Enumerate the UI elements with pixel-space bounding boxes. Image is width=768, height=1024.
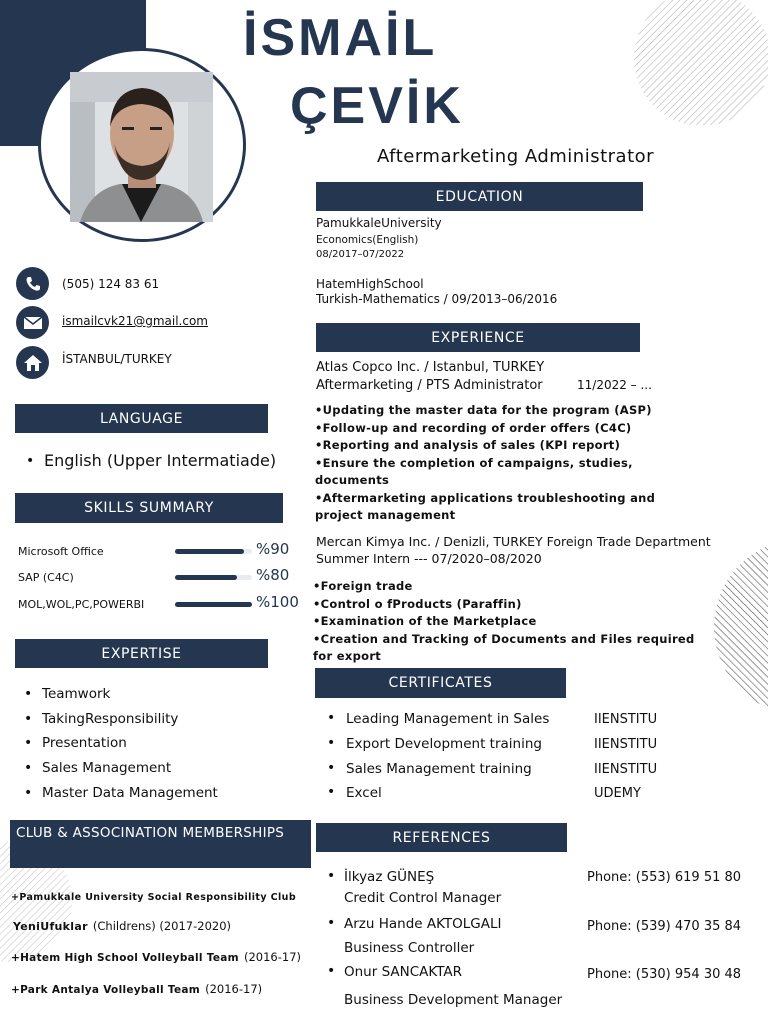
- skill-row: [18, 593, 318, 613]
- reference-name: İlkyaz GÜNEŞ: [344, 869, 435, 885]
- club-name: +Park Antalya Volleyball Team: [11, 984, 201, 996]
- certificate-name: Leading Management in Sales: [346, 711, 550, 727]
- bullet-icon: •: [327, 760, 336, 776]
- certificates-title: CERTIFICATES: [388, 675, 493, 691]
- list-item: • Teamwork: [16, 682, 218, 707]
- reference-phone: Phone: (530) 954 30 48: [587, 967, 742, 982]
- skill-name: Microsoft Office: [18, 545, 104, 558]
- skill-bar-fill: [175, 575, 237, 580]
- language-header: [15, 404, 268, 433]
- club-item: [11, 885, 296, 907]
- job-company: Mercan Kimya Inc. / Denizli, TURKEY Foreign Trade Department: [316, 534, 711, 549]
- list-item: • English (Upper Intermatiade): [18, 451, 276, 471]
- reference-item: [320, 963, 760, 1008]
- last-name: ÇEVİK: [290, 77, 464, 135]
- language-title: LANGUAGE: [99, 410, 184, 427]
- duty-line: •Examination of the Marketplace: [313, 614, 537, 628]
- references-title: REFERENCES: [392, 829, 491, 846]
- email-icon: [16, 306, 49, 339]
- duty-line: documents: [315, 473, 390, 487]
- skill-bar-fill: [175, 602, 252, 607]
- skill-percent: %80: [256, 566, 290, 584]
- skill-row: [18, 566, 318, 586]
- reference-role: Business Controller: [344, 940, 475, 956]
- reference-role: Business Development Manager: [344, 992, 563, 1008]
- education-school: HatemHighSchool: [316, 277, 424, 291]
- bullet-icon: •: [327, 784, 336, 800]
- skill-bar: [175, 602, 252, 607]
- expertise-header: [15, 639, 268, 668]
- certificates-list: [320, 710, 720, 810]
- education-program: Economics(English): [316, 234, 419, 246]
- reference-name: Arzu Hande AKTOLGALI: [344, 916, 502, 932]
- hatched-circle-top: [630, 0, 768, 125]
- list-item: • Presentation: [16, 731, 218, 756]
- job-duties: [313, 578, 695, 666]
- club-years: (2016-17): [243, 950, 302, 964]
- club-item: [13, 915, 231, 936]
- club-years: (Childrens) (2017-2020): [92, 919, 232, 933]
- skill-bar: [175, 549, 252, 554]
- bullet-icon: •: [327, 963, 336, 979]
- certificates-header: [315, 668, 566, 698]
- job-company: Atlas Copco Inc. / Istanbul, TURKEY: [316, 360, 545, 375]
- club-item: [11, 946, 301, 968]
- reference-item: [320, 915, 760, 960]
- job-duties: [315, 402, 655, 525]
- list-item: • Sales Management: [16, 756, 218, 781]
- club-name: YeniUfuklar: [13, 920, 88, 933]
- duty-line: project management: [315, 508, 456, 522]
- duty-line: •Control o fProducts (Paraffin): [313, 596, 522, 611]
- skill-name: MOL,WOL,PC,POWERBI: [18, 598, 145, 611]
- duty-line: •Creation and Tracking of Documents and Files required: [313, 631, 695, 646]
- bullet-icon: •: [327, 868, 336, 884]
- certificate-row: [320, 760, 720, 780]
- skill-bar: [175, 575, 252, 580]
- home-icon: [16, 346, 49, 379]
- club-years: (2016-17): [205, 982, 263, 996]
- references-header: [316, 823, 567, 852]
- profile-photo: [70, 72, 213, 222]
- phone-icon: [16, 267, 49, 300]
- skills-title: SKILLS SUMMARY: [84, 500, 214, 516]
- certificate-row: [320, 784, 720, 804]
- reference-phone: Phone: (553) 619 51 80: [587, 870, 742, 885]
- duty-line: •Ensure the completion of campaigns, studies,: [315, 455, 633, 470]
- certificate-issuer: IIENSTITU: [594, 762, 658, 777]
- first-name: İSMAİL: [243, 9, 438, 67]
- reference-item: [320, 868, 760, 913]
- certificate-row: [320, 710, 720, 730]
- skill-percent: %100: [256, 593, 299, 611]
- certificate-issuer: IIENSTITU: [594, 737, 658, 752]
- certificate-name: Excel: [346, 785, 382, 801]
- duty-line: for export: [313, 649, 382, 663]
- email-link[interactable]: ismailcvk21@gmail.com: [62, 314, 208, 328]
- certificate-issuer: UDEMY: [594, 786, 641, 801]
- education-dates: 08/2017–07/2022: [316, 249, 405, 260]
- bullet-icon: •: [327, 710, 336, 726]
- phone-number: (505) 124 83 61: [62, 277, 160, 291]
- certificate-issuer: IIENSTITU: [594, 712, 658, 727]
- skill-name: SAP (C4C): [18, 571, 74, 584]
- certificate-row: [320, 735, 720, 755]
- language-list: [18, 451, 276, 471]
- references-list: [320, 868, 760, 1018]
- clubs-header: [10, 820, 311, 868]
- education-school: PamukkaleUniversity: [316, 216, 442, 230]
- skill-row: [18, 540, 318, 560]
- club-name: +Hatem High School Volleyball Team: [11, 952, 239, 964]
- experience-title: EXPERIENCE: [431, 329, 525, 346]
- duty-line: •Follow-up and recording of order offers (C4C): [315, 420, 632, 435]
- duty-line: •Reporting and analysis of sales (KPI report): [315, 438, 621, 452]
- certificate-name: Sales Management training: [346, 761, 532, 777]
- job-role: Summer Intern --- 07/2020–08/2020: [316, 551, 542, 566]
- job-title: Aftermarketing Administrator: [377, 146, 655, 167]
- location: İSTANBUL/TURKEY: [62, 352, 172, 366]
- job-dates: 11/2022 – ...: [577, 378, 652, 392]
- certificate-name: Export Development training: [346, 736, 542, 752]
- duty-line: •Updating the master data for the program (ASP): [315, 403, 652, 417]
- reference-role: Credit Control Manager: [344, 890, 502, 906]
- education-program: Turkish-Mathematics / 09/2013–06/2016: [316, 292, 558, 306]
- skill-percent: %90: [256, 540, 290, 558]
- job-role: Aftermarketing / PTS Administrator: [316, 378, 543, 393]
- expertise-list: [16, 682, 218, 806]
- experience-header: [316, 323, 640, 352]
- duty-line: •Aftermarketing applications troubleshooting and: [315, 490, 656, 505]
- reference-name: Onur SANCAKTAR: [344, 964, 463, 980]
- reference-phone: Phone: (539) 470 35 84: [587, 919, 742, 934]
- club-item: [11, 978, 262, 1000]
- hatched-circle-right: [710, 535, 768, 720]
- education-title: EDUCATION: [435, 188, 524, 205]
- education-header: [316, 182, 643, 211]
- club-name: +Pamukkale University Social Responsibility Club: [11, 892, 297, 903]
- bullet-icon: •: [327, 735, 336, 751]
- duty-line: •Foreign trade: [313, 579, 413, 593]
- list-item: • TakingResponsibility: [16, 707, 218, 732]
- list-item: • Master Data Management: [16, 781, 218, 806]
- clubs-title: CLUB & ASSOCINATION MEMBERSHIPS: [16, 825, 285, 841]
- expertise-title: EXPERTISE: [101, 645, 182, 662]
- skill-bar-fill: [175, 549, 244, 554]
- bullet-icon: •: [327, 915, 336, 931]
- skills-header: [15, 493, 283, 523]
